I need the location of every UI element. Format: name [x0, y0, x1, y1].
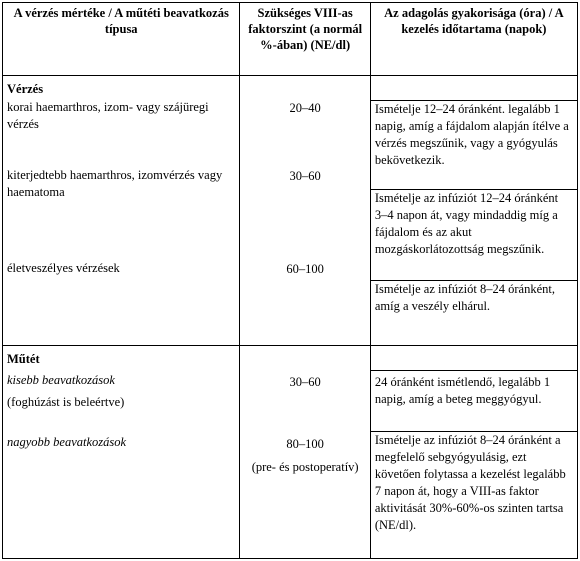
- header-row: [3, 3, 578, 76]
- surgery-type-1-note: (foghúzást is beleértve): [7, 395, 125, 410]
- surgery-dosing-2: Ismételje az infúziót 8–24 óránként a megfelelő sebgyógyulásig, ezt követően folytassa a kezelést legalább 7 napon át, hogy a VIII-as faktor aktivitását 30%-60%-os szinten tartsa (NE/dl).: [374, 433, 566, 533]
- bleeding-type-1: korai haemarthros, izom- vagy szájüregi vérzés: [7, 100, 209, 131]
- header-dosing-frequency: Az adagolás gyakorisága (óra) / A kezelés időtartama (napok): [370, 3, 577, 76]
- surgery-levels-cell: [240, 346, 370, 559]
- header-factor-level: Szükséges VIII-as faktorszint (a normál %-ában) (NE/dl): [240, 3, 370, 76]
- bleeding-type-3: életveszélyes vérzések: [7, 261, 120, 275]
- dosing-table: [2, 2, 578, 559]
- bleeding-dosing-1: Ismételje 12–24 óránként. legalább 1 napig, amíg a fájdalom alapján ítélve a vérzés megszűnik, vagy a gyógyulás bekövetkezik.: [374, 102, 569, 167]
- bleeding-levels-cell: [240, 76, 370, 346]
- surgery-type-1: kisebb beavatkozások: [7, 373, 115, 388]
- section-title-surgery: Műtét: [7, 352, 40, 367]
- surgery-level-1: 30–60: [289, 375, 321, 390]
- surgery-dosing-1: 24 óránként ismétlendő, legalább 1 napig, amíg a beteg meggyógyul.: [374, 375, 551, 407]
- bleeding-types-cell: [3, 76, 240, 346]
- surgery-types-cell: [3, 346, 240, 559]
- surgery-dosing-cell: [370, 346, 577, 559]
- bleeding-level-1: 20–40: [289, 101, 321, 115]
- bleeding-dosing-2: Ismételje az infúziót 12–24 óránként 3–4 napon át, vagy mindaddig míg a fájdalom és az akut mozgáskorlátozottság megszűnik.: [374, 191, 559, 256]
- surgery-level-2-note: (pre- és postoperatív): [251, 460, 359, 475]
- surgery-level-2: 80–100: [286, 437, 324, 452]
- bleeding-dosing-cell: [370, 76, 577, 346]
- bleeding-level-2: 30–60: [289, 169, 321, 183]
- section-title-bleeding: Vérzés: [7, 82, 44, 96]
- bleeding-section-row: [3, 76, 578, 346]
- bleeding-level-3: 60–100: [286, 262, 324, 276]
- surgery-type-2: nagyobb beavatkozások: [7, 435, 127, 450]
- header-bleeding-type: A vérzés mértéke / A műtéti beavatkozás típusa: [3, 3, 240, 76]
- bleeding-type-2: kiterjedtebb haemarthros, izomvérzés vagy haematoma: [7, 168, 223, 199]
- bleeding-dosing-3: Ismételje az infúziót 8–24 óránként, amíg a veszély elhárul.: [374, 282, 555, 313]
- surgery-section-row: [3, 346, 578, 559]
